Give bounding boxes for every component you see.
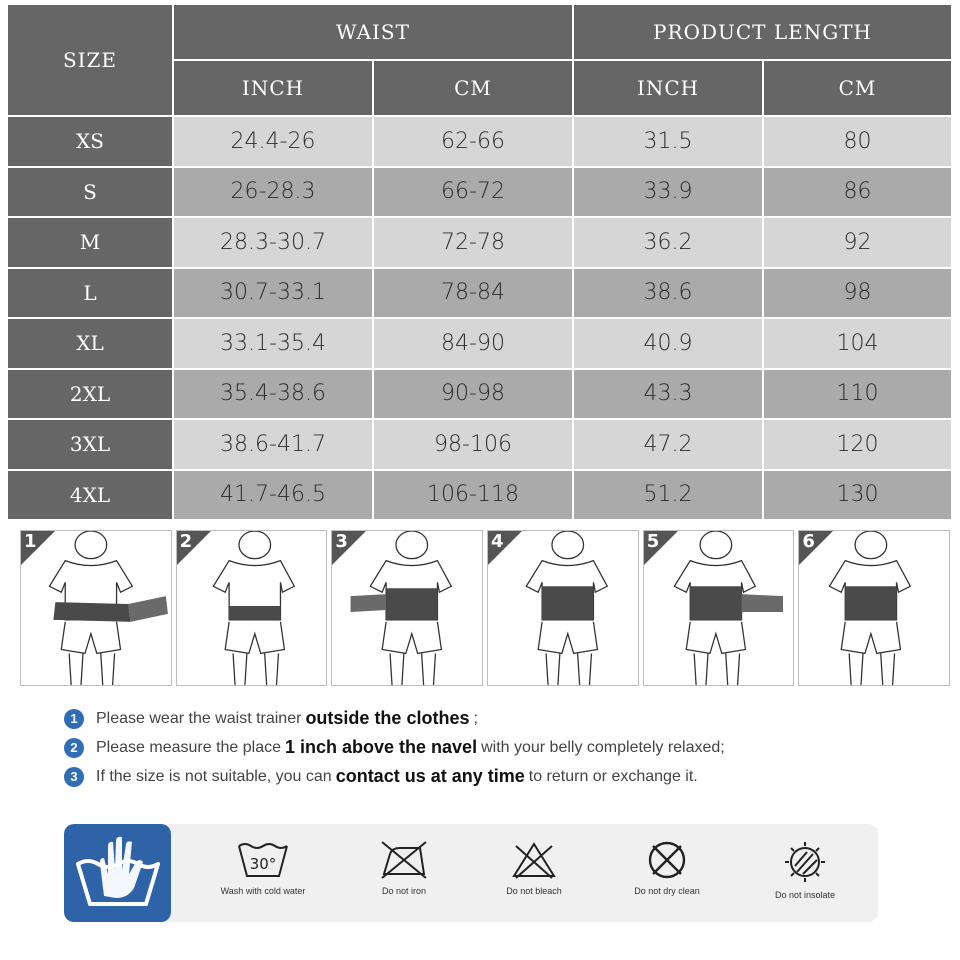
instruction-number: 3 <box>64 767 84 787</box>
length-cm-cell: 130 <box>763 470 952 521</box>
size-cell: XL <box>7 318 173 369</box>
instruction-text: Please wear the waist trainer <box>96 709 302 727</box>
length-inch-cell: 40.9 <box>573 318 763 369</box>
instruction-number: 1 <box>64 709 84 729</box>
step-number: 1 <box>24 531 37 552</box>
length-cm-cell: 120 <box>763 419 952 470</box>
instruction-emphasis: outside the clothes <box>305 708 470 728</box>
instruction-text: Please measure the place <box>96 738 281 756</box>
length-inch-cell: 38.6 <box>573 268 763 319</box>
table-row <box>7 167 952 218</box>
length-cm-cell: 110 <box>763 369 952 420</box>
wearing-steps <box>20 530 950 686</box>
step-number: 6 <box>802 531 815 552</box>
step-panel-5 <box>643 530 795 686</box>
table-row <box>7 470 952 521</box>
waist-inch-cell: 24.4-26 <box>173 116 373 167</box>
instruction-emphasis: contact us at any time <box>335 766 525 786</box>
step-number: 5 <box>646 531 660 552</box>
wash-temp-label: 30° <box>249 855 277 873</box>
care-instructions-panel <box>64 824 878 922</box>
instruction-text-end: to return or exchange it. <box>528 767 698 785</box>
waist-inch-cell: 35.4-38.6 <box>173 369 373 420</box>
hand-wash-badge <box>64 824 171 922</box>
size-cell: S <box>7 167 173 218</box>
waist-inch-cell: 26-28.3 <box>173 167 373 218</box>
length-inch-cell: 33.9 <box>573 167 763 218</box>
table-row <box>7 419 952 470</box>
instruction-number: 2 <box>64 738 84 758</box>
step-number: 3 <box>335 531 348 552</box>
table-row <box>7 318 952 369</box>
waist-inch-header: INCH <box>173 60 373 116</box>
care-no-dry-clean <box>602 840 732 920</box>
waist-inch-cell: 33.1-35.4 <box>173 318 373 369</box>
care-label: Do not insolate <box>774 890 836 900</box>
length-cm-cell: 80 <box>763 116 952 167</box>
table-row <box>7 217 952 268</box>
instruction-item <box>64 733 944 762</box>
length-cm-cell: 98 <box>763 268 952 319</box>
step-panel-2 <box>176 530 328 686</box>
length-inch-cell: 36.2 <box>573 217 763 268</box>
waist-cm-cell: 90-98 <box>373 369 573 420</box>
length-inch-cell: 31.5 <box>573 116 763 167</box>
care-label: Do not bleach <box>506 886 562 896</box>
size-cell: XS <box>7 116 173 167</box>
step-panel-3 <box>331 530 483 686</box>
step-panel-4 <box>487 530 639 686</box>
waist-cm-cell: 84-90 <box>373 318 573 369</box>
length-cm-header: CM <box>763 60 952 116</box>
waist-header: WAIST <box>173 4 573 60</box>
size-column-header: SIZE <box>7 4 173 116</box>
care-label: Do not dry clean <box>634 886 700 896</box>
size-cell: L <box>7 268 173 319</box>
no-sun-icon <box>777 840 833 884</box>
step-panel-6 <box>798 530 950 686</box>
length-cm-cell: 92 <box>763 217 952 268</box>
waist-cm-cell: 106-118 <box>373 470 573 521</box>
hand-wash-icon <box>64 824 171 922</box>
waist-cm-cell: 72-78 <box>373 217 573 268</box>
step-number: 2 <box>179 531 193 552</box>
length-cm-cell: 86 <box>763 167 952 218</box>
instruction-emphasis: 1 inch above the navel <box>285 737 478 757</box>
waist-cm-header: CM <box>373 60 573 116</box>
length-inch-cell: 47.2 <box>573 419 763 470</box>
length-cm-cell: 104 <box>763 318 952 369</box>
instruction-item <box>64 704 944 733</box>
waist-cm-cell: 78-84 <box>373 268 573 319</box>
length-inch-cell: 43.3 <box>573 369 763 420</box>
care-label: Wash with cold water <box>220 886 306 896</box>
size-cell: M <box>7 217 173 268</box>
table-row <box>7 268 952 319</box>
size-cell: 2XL <box>7 369 173 420</box>
step-number: 4 <box>491 531 504 552</box>
care-label: Do not iron <box>381 886 427 896</box>
length-inch-header: INCH <box>573 60 763 116</box>
waist-inch-cell: 30.7-33.1 <box>173 268 373 319</box>
instruction-text-end: with your belly completely relaxed; <box>481 738 725 756</box>
size-cell: 4XL <box>7 470 173 521</box>
length-inch-cell: 51.2 <box>573 470 763 521</box>
care-no-insolate <box>740 840 870 920</box>
instruction-text: If the size is not suitable, you can <box>96 767 332 785</box>
waist-inch-cell: 41.7-46.5 <box>173 470 373 521</box>
instructions-list <box>64 704 944 791</box>
waist-inch-cell: 28.3-30.7 <box>173 217 373 268</box>
care-wash-cold <box>198 840 328 920</box>
no-iron-icon <box>376 840 432 880</box>
step-panel-1 <box>20 530 172 686</box>
product-length-header: PRODUCT LENGTH <box>573 4 952 60</box>
no-dry-clean-icon <box>639 840 695 880</box>
waist-cm-cell: 66-72 <box>373 167 573 218</box>
care-no-iron <box>339 840 469 920</box>
table-row <box>7 369 952 420</box>
care-no-bleach <box>469 840 599 920</box>
waist-cm-cell: 62-66 <box>373 116 573 167</box>
wash-30-icon <box>235 840 291 880</box>
table-row <box>7 116 952 167</box>
instruction-item <box>64 762 944 791</box>
waist-cm-cell: 98-106 <box>373 419 573 470</box>
no-bleach-icon <box>506 840 562 880</box>
size-chart-table <box>6 3 953 521</box>
size-cell: 3XL <box>7 419 173 470</box>
instruction-text-end: ; <box>473 709 478 727</box>
waist-inch-cell: 38.6-41.7 <box>173 419 373 470</box>
